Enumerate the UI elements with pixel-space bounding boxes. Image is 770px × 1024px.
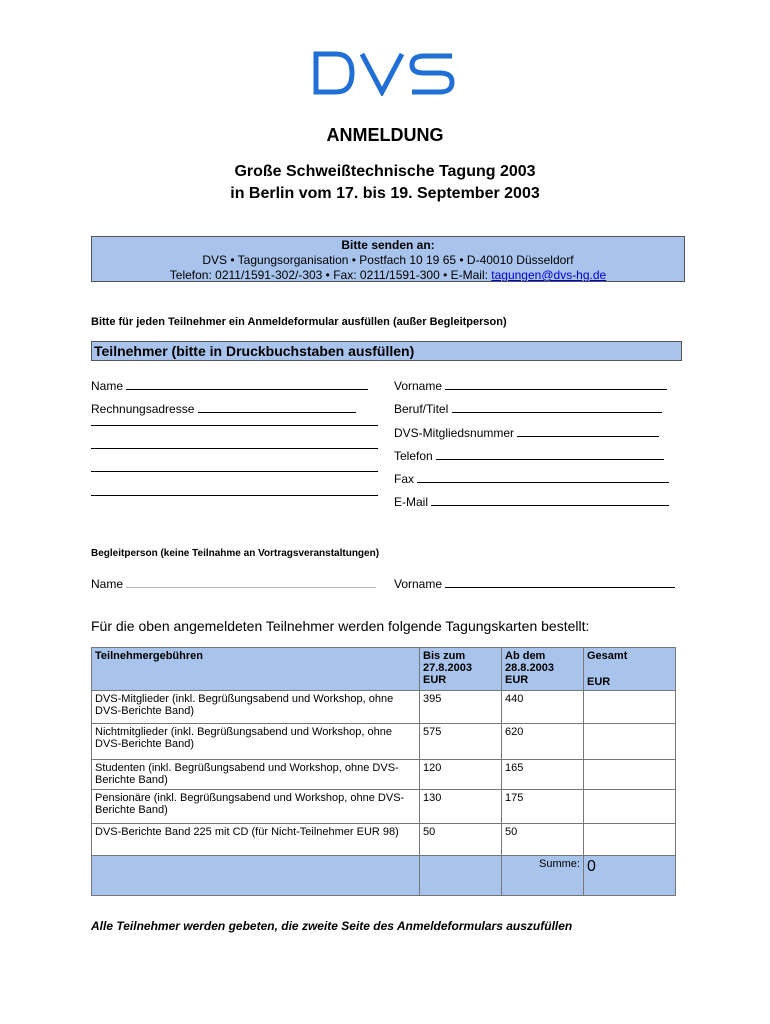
form-note: Bitte für jeden Teilnehmer ein Anmeldeformular ausfüllen (außer Begleitperson) [91,316,507,328]
total-input[interactable] [584,691,676,724]
fees-table [91,647,676,896]
companion-name-field[interactable]: Name [91,575,376,591]
profession-field[interactable]: Beruf/Titel [394,400,662,416]
address-line-1[interactable] [91,424,378,426]
fees-col-total: Gesamt EUR [584,648,676,691]
phone-field[interactable]: Telefon [394,447,664,463]
table-row: DVS-Mitglieder (inkl. Begrüßungsabend und Workshop, ohne DVS-Berichte Band) 395 440 [92,691,676,724]
fees-col-from: Ab dem 28.8.2003 EUR [502,648,584,691]
send-to-box [91,236,685,282]
total-input[interactable] [584,760,676,790]
participant-section-header: Teilnehmer (bitte in Druckbuchstaben ausfüllen) [91,341,682,361]
send-to-contact: Telefon: 0211/1591-302/-303 • Fax: 0211/1591-300 • E-Mail: tagungen@dvs-hg.de [169,268,607,282]
event-dates: in Berlin vom 17. bis 19. September 2003 [230,185,540,202]
send-to-address: DVS • Tagungsorganisation • Postfach 10 19 65 • D-40010 Düsseldorf [202,253,574,267]
companion-vorname-field[interactable]: Vorname [394,575,675,591]
total-input[interactable] [584,824,676,856]
email-field[interactable]: E-Mail [394,493,669,509]
footer-note: Alle Teilnehmer werden gebeten, die zweite Seite des Anmeldeformulars auszufüllen [91,919,573,933]
sum-row [92,856,676,896]
sum-label: Summe: [502,856,584,896]
billing-address-field[interactable]: Rechnungsadresse [91,400,356,416]
address-line-2[interactable] [91,447,378,449]
total-input[interactable] [584,790,676,824]
fees-col-label: Teilnehmergebühren [92,648,420,691]
sum-value[interactable]: 0 [584,856,676,896]
total-input[interactable] [584,724,676,760]
table-row: Pensionäre (inkl. Begrüßungsabend und Workshop, ohne DVS-Berichte Band) 130 175 [92,790,676,824]
send-to-heading: Bitte senden an: [341,238,435,252]
vorname-field[interactable]: Vorname [394,377,667,393]
fax-field[interactable]: Fax [394,470,669,486]
companion-section-header: Begleitperson (keine Teilnahme an Vortragsveranstaltungen) [91,548,380,559]
table-row: DVS-Berichte Band 225 mit CD (für Nicht-Teilnehmer EUR 98) 50 50 [92,824,676,856]
event-title: Große Schweißtechnische Tagung 2003 [234,163,536,180]
dvs-logo [312,50,458,96]
email-link[interactable]: tagungen@dvs-hg.de [491,268,607,282]
order-intro: Für die oben angemeldeten Teilnehmer werden folgende Tagungskarten bestellt: [91,618,590,634]
table-row: Studenten (inkl. Begrüßungsabend und Workshop, ohne DVS-Berichte Band) 120 165 [92,760,676,790]
fees-col-until: Bis zum 27.8.2003 EUR [420,648,502,691]
name-field[interactable]: Name [91,377,368,393]
table-row: Nichtmitglieder (inkl. Begrüßungsabend und Workshop, ohne DVS-Berichte Band) 575 620 [92,724,676,760]
page-title: ANMELDUNG [326,125,444,145]
address-line-3[interactable] [91,470,378,472]
address-line-4[interactable] [91,494,378,496]
dvs-member-number-field[interactable]: DVS-Mitgliedsnummer [394,424,659,440]
